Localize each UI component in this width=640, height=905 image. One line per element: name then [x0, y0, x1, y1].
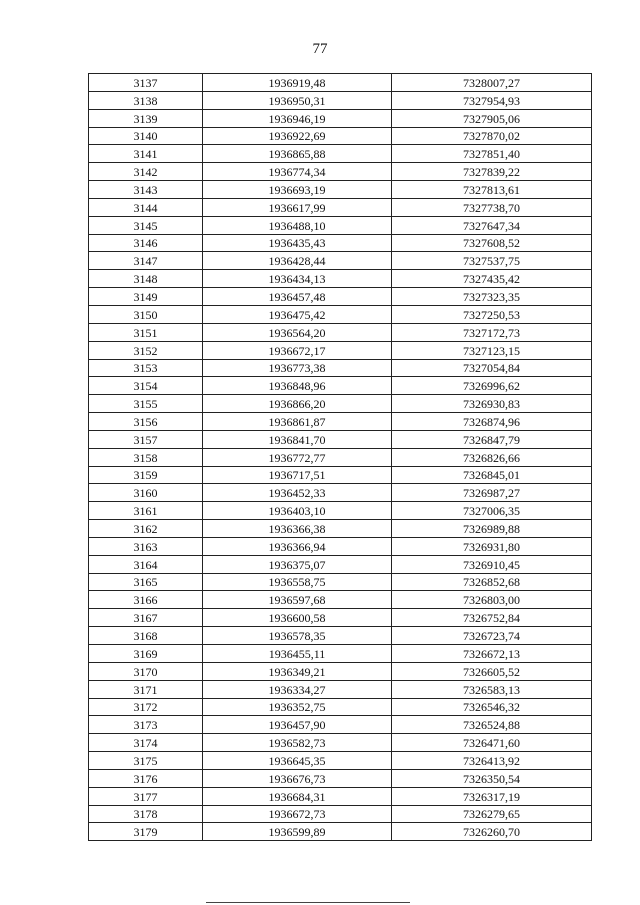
x-coordinate-cell: 1936452,33 — [203, 484, 392, 502]
x-coordinate-cell: 1936684,31 — [203, 787, 392, 805]
table-row — [89, 662, 592, 680]
x-coordinate-cell: 1936564,20 — [203, 323, 392, 341]
point-number-cell: 3163 — [89, 537, 203, 555]
y-coordinate-cell: 7327954,93 — [392, 91, 592, 109]
table-row — [89, 466, 592, 484]
point-number-cell: 3171 — [89, 680, 203, 698]
table-row — [89, 698, 592, 716]
point-number-cell: 3175 — [89, 752, 203, 770]
table-row — [89, 395, 592, 413]
table-row — [89, 413, 592, 431]
x-coordinate-cell: 1936617,99 — [203, 198, 392, 216]
point-number-cell: 3160 — [89, 484, 203, 502]
point-number-cell: 3147 — [89, 252, 203, 270]
y-coordinate-cell: 7326752,84 — [392, 609, 592, 627]
point-number-cell: 3169 — [89, 645, 203, 663]
x-coordinate-cell: 1936672,17 — [203, 341, 392, 359]
point-number-cell: 3161 — [89, 502, 203, 520]
point-number-cell: 3168 — [89, 627, 203, 645]
point-number-cell: 3176 — [89, 769, 203, 787]
point-number-cell: 3162 — [89, 520, 203, 538]
y-coordinate-cell: 7326845,01 — [392, 466, 592, 484]
x-coordinate-cell: 1936841,70 — [203, 430, 392, 448]
x-coordinate-cell: 1936457,48 — [203, 288, 392, 306]
y-coordinate-cell: 7327738,70 — [392, 198, 592, 216]
y-coordinate-cell: 7326847,79 — [392, 430, 592, 448]
point-number-cell: 3153 — [89, 359, 203, 377]
y-coordinate-cell: 7327851,40 — [392, 145, 592, 163]
point-number-cell: 3155 — [89, 395, 203, 413]
table-row — [89, 502, 592, 520]
x-coordinate-cell: 1936772,77 — [203, 448, 392, 466]
x-coordinate-cell: 1936375,07 — [203, 555, 392, 573]
table-row — [89, 163, 592, 181]
y-coordinate-cell: 7326989,88 — [392, 520, 592, 538]
y-coordinate-cell: 7326996,62 — [392, 377, 592, 395]
point-number-cell: 3146 — [89, 234, 203, 252]
x-coordinate-cell: 1936645,35 — [203, 752, 392, 770]
x-coordinate-cell: 1936693,19 — [203, 181, 392, 199]
point-number-cell: 3154 — [89, 377, 203, 395]
y-coordinate-cell: 7326874,96 — [392, 413, 592, 431]
x-coordinate-cell: 1936861,87 — [203, 413, 392, 431]
x-coordinate-cell: 1936773,38 — [203, 359, 392, 377]
table-row — [89, 216, 592, 234]
y-coordinate-cell: 7326605,52 — [392, 662, 592, 680]
coordinates-table-body — [89, 74, 592, 841]
table-row — [89, 181, 592, 199]
y-coordinate-cell: 7326279,65 — [392, 805, 592, 823]
table-row — [89, 716, 592, 734]
table-row — [89, 430, 592, 448]
y-coordinate-cell: 7327813,61 — [392, 181, 592, 199]
x-coordinate-cell: 1936676,73 — [203, 769, 392, 787]
point-number-cell: 3165 — [89, 573, 203, 591]
point-number-cell: 3177 — [89, 787, 203, 805]
x-coordinate-cell: 1936582,73 — [203, 734, 392, 752]
table-row — [89, 484, 592, 502]
point-number-cell: 3141 — [89, 145, 203, 163]
y-coordinate-cell: 7326471,60 — [392, 734, 592, 752]
point-number-cell: 3156 — [89, 413, 203, 431]
point-number-cell: 3152 — [89, 341, 203, 359]
table-row — [89, 145, 592, 163]
table-row — [89, 234, 592, 252]
table-row — [89, 252, 592, 270]
table-row — [89, 288, 592, 306]
table-row — [89, 74, 592, 92]
y-coordinate-cell: 7327123,15 — [392, 341, 592, 359]
point-number-cell: 3157 — [89, 430, 203, 448]
y-coordinate-cell: 7327006,35 — [392, 502, 592, 520]
point-number-cell: 3142 — [89, 163, 203, 181]
table-row — [89, 270, 592, 288]
table-row — [89, 305, 592, 323]
y-coordinate-cell: 7327839,22 — [392, 163, 592, 181]
point-number-cell: 3149 — [89, 288, 203, 306]
table-row — [89, 752, 592, 770]
y-coordinate-cell: 7327054,84 — [392, 359, 592, 377]
y-coordinate-cell: 7326413,92 — [392, 752, 592, 770]
y-coordinate-cell: 7326260,70 — [392, 823, 592, 841]
y-coordinate-cell: 7327172,73 — [392, 323, 592, 341]
table-row — [89, 377, 592, 395]
point-number-cell: 3139 — [89, 109, 203, 127]
table-row — [89, 91, 592, 109]
y-coordinate-cell: 7326910,45 — [392, 555, 592, 573]
x-coordinate-cell: 1936672,73 — [203, 805, 392, 823]
point-number-cell: 3159 — [89, 466, 203, 484]
y-coordinate-cell: 7326524,88 — [392, 716, 592, 734]
table-row — [89, 555, 592, 573]
x-coordinate-cell: 1936403,10 — [203, 502, 392, 520]
table-row — [89, 537, 592, 555]
y-coordinate-cell: 7326803,00 — [392, 591, 592, 609]
y-coordinate-cell: 7326930,83 — [392, 395, 592, 413]
x-coordinate-cell: 1936475,42 — [203, 305, 392, 323]
x-coordinate-cell: 1936950,31 — [203, 91, 392, 109]
x-coordinate-cell: 1936946,19 — [203, 109, 392, 127]
y-coordinate-cell: 7326350,54 — [392, 769, 592, 787]
x-coordinate-cell: 1936866,20 — [203, 395, 392, 413]
x-coordinate-cell: 1936455,11 — [203, 645, 392, 663]
point-number-cell: 3173 — [89, 716, 203, 734]
y-coordinate-cell: 7327870,02 — [392, 127, 592, 145]
table-row — [89, 591, 592, 609]
table-row — [89, 609, 592, 627]
point-number-cell: 3179 — [89, 823, 203, 841]
point-number-cell: 3144 — [89, 198, 203, 216]
table-row — [89, 734, 592, 752]
point-number-cell: 3166 — [89, 591, 203, 609]
page-number: 77 — [312, 41, 328, 57]
x-coordinate-cell: 1936352,75 — [203, 698, 392, 716]
y-coordinate-cell: 7328007,27 — [392, 74, 592, 92]
y-coordinate-cell: 7327647,34 — [392, 216, 592, 234]
point-number-cell: 3150 — [89, 305, 203, 323]
y-coordinate-cell: 7326931,80 — [392, 537, 592, 555]
table-row — [89, 127, 592, 145]
point-number-cell: 3140 — [89, 127, 203, 145]
table-row — [89, 341, 592, 359]
x-coordinate-cell: 1936848,96 — [203, 377, 392, 395]
table-row — [89, 627, 592, 645]
point-number-cell: 3158 — [89, 448, 203, 466]
x-coordinate-cell: 1936717,51 — [203, 466, 392, 484]
table-row — [89, 769, 592, 787]
coordinates-table — [88, 73, 592, 841]
y-coordinate-cell: 7327435,42 — [392, 270, 592, 288]
point-number-cell: 3145 — [89, 216, 203, 234]
y-coordinate-cell: 7326723,74 — [392, 627, 592, 645]
x-coordinate-cell: 1936434,13 — [203, 270, 392, 288]
x-coordinate-cell: 1936428,44 — [203, 252, 392, 270]
y-coordinate-cell: 7326826,66 — [392, 448, 592, 466]
x-coordinate-cell: 1936919,48 — [203, 74, 392, 92]
table-row — [89, 823, 592, 841]
table-row — [89, 109, 592, 127]
table-row — [89, 520, 592, 538]
y-coordinate-cell: 7327537,75 — [392, 252, 592, 270]
table-row — [89, 198, 592, 216]
point-number-cell: 3164 — [89, 555, 203, 573]
table-row — [89, 805, 592, 823]
y-coordinate-cell: 7326987,27 — [392, 484, 592, 502]
y-coordinate-cell: 7326583,13 — [392, 680, 592, 698]
table-row — [89, 448, 592, 466]
x-coordinate-cell: 1936774,34 — [203, 163, 392, 181]
x-coordinate-cell: 1936578,35 — [203, 627, 392, 645]
x-coordinate-cell: 1936366,94 — [203, 537, 392, 555]
point-number-cell: 3148 — [89, 270, 203, 288]
x-coordinate-cell: 1936599,89 — [203, 823, 392, 841]
x-coordinate-cell: 1936334,27 — [203, 680, 392, 698]
point-number-cell: 3167 — [89, 609, 203, 627]
y-coordinate-cell: 7326546,32 — [392, 698, 592, 716]
point-number-cell: 3143 — [89, 181, 203, 199]
table-row — [89, 680, 592, 698]
footer-divider — [206, 902, 410, 903]
x-coordinate-cell: 1936366,38 — [203, 520, 392, 538]
x-coordinate-cell: 1936435,43 — [203, 234, 392, 252]
table-row — [89, 573, 592, 591]
point-number-cell: 3178 — [89, 805, 203, 823]
point-number-cell: 3138 — [89, 91, 203, 109]
point-number-cell: 3174 — [89, 734, 203, 752]
point-number-cell: 3172 — [89, 698, 203, 716]
x-coordinate-cell: 1936558,75 — [203, 573, 392, 591]
y-coordinate-cell: 7327250,53 — [392, 305, 592, 323]
x-coordinate-cell: 1936922,69 — [203, 127, 392, 145]
x-coordinate-cell: 1936865,88 — [203, 145, 392, 163]
x-coordinate-cell: 1936488,10 — [203, 216, 392, 234]
x-coordinate-cell: 1936597,68 — [203, 591, 392, 609]
x-coordinate-cell: 1936349,21 — [203, 662, 392, 680]
table-row — [89, 323, 592, 341]
y-coordinate-cell: 7326317,19 — [392, 787, 592, 805]
y-coordinate-cell: 7327323,35 — [392, 288, 592, 306]
table-row — [89, 359, 592, 377]
x-coordinate-cell: 1936600,58 — [203, 609, 392, 627]
y-coordinate-cell: 7327608,52 — [392, 234, 592, 252]
point-number-cell: 3137 — [89, 74, 203, 92]
y-coordinate-cell: 7327905,06 — [392, 109, 592, 127]
point-number-cell: 3170 — [89, 662, 203, 680]
point-number-cell: 3151 — [89, 323, 203, 341]
x-coordinate-cell: 1936457,90 — [203, 716, 392, 734]
y-coordinate-cell: 7326852,68 — [392, 573, 592, 591]
y-coordinate-cell: 7326672,13 — [392, 645, 592, 663]
table-row — [89, 645, 592, 663]
table-row — [89, 787, 592, 805]
